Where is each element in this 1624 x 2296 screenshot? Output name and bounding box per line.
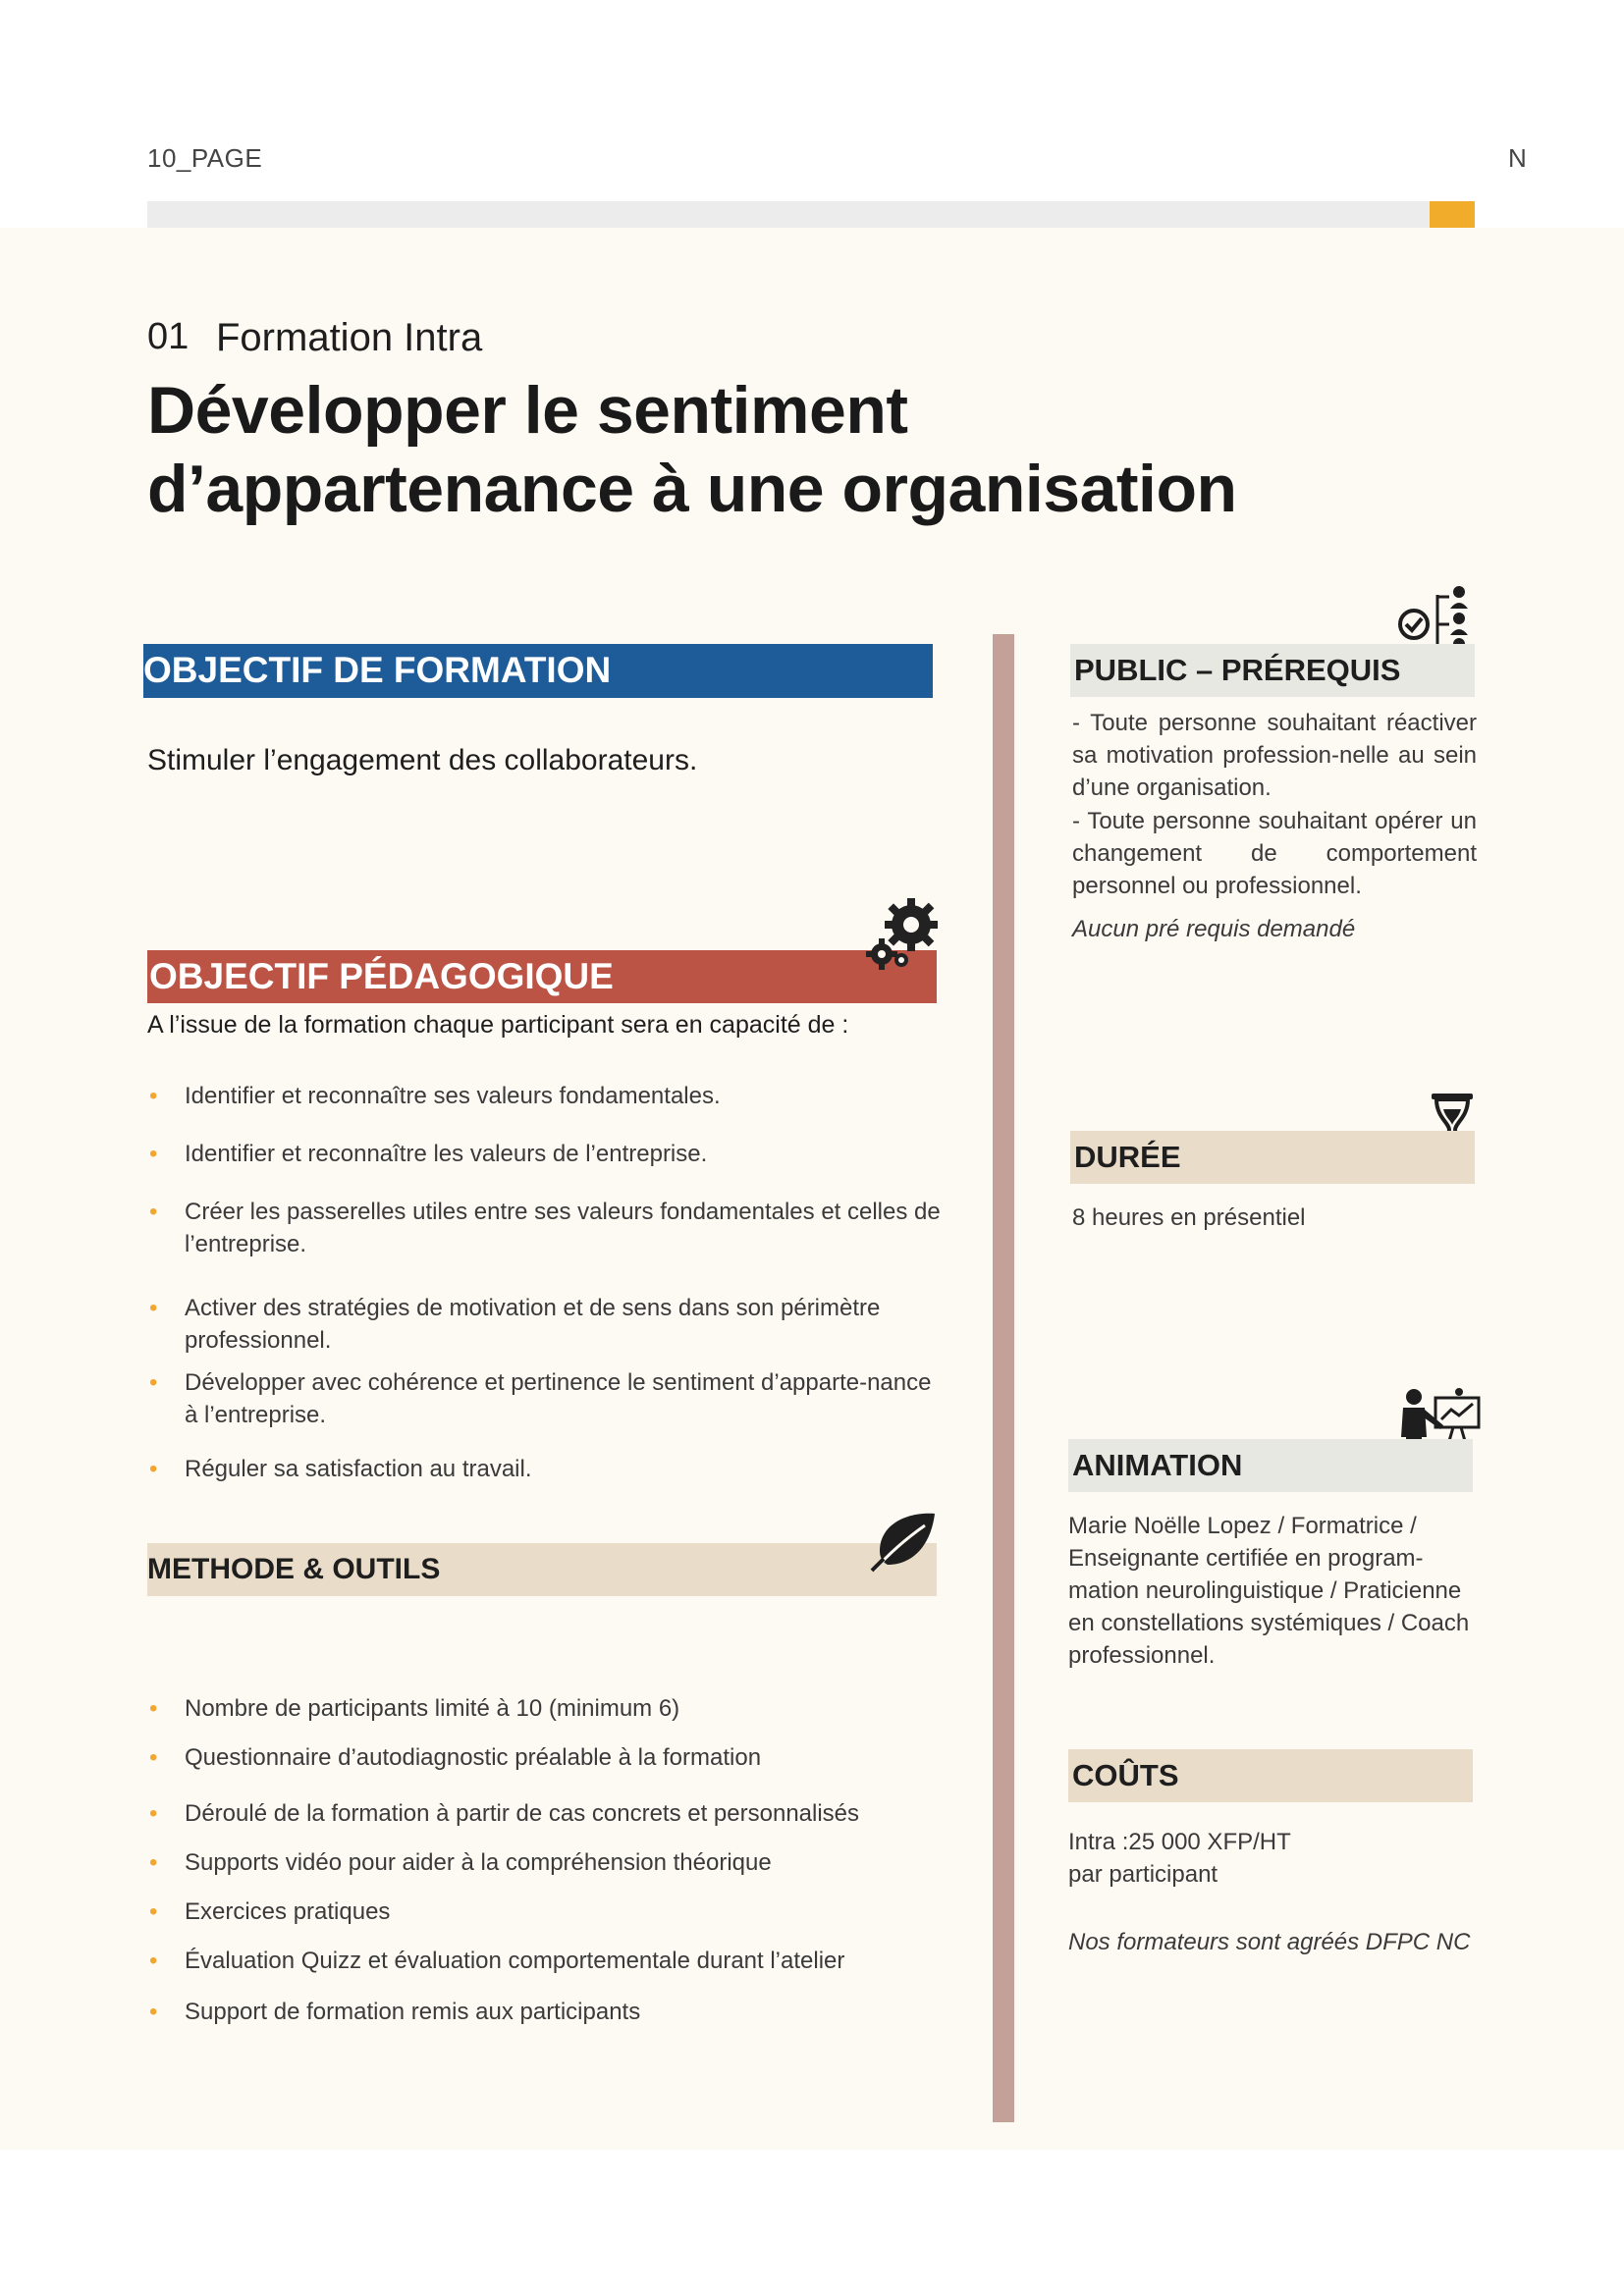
page-title	[147, 371, 1424, 528]
list-item: • Déroulé de la formation à partir de cas concrets et personnalisés	[147, 1797, 943, 1830]
public-text-1: - Toute personne souhaitant réactiver sa motivation profession-nelle au sein d’une organisation.	[1072, 710, 1477, 801]
list-item: • Développer avec cohérence et pertinence le sentiment d’apparte-nance à l’entreprise.	[147, 1366, 943, 1431]
list-item: • Réguler sa satisfaction au travail.	[147, 1453, 943, 1485]
objectif-pedagogique-list	[147, 1080, 943, 1485]
title-line-1: Développer le sentiment	[147, 373, 908, 448]
duree-text: 8 heures en présentiel	[1072, 1204, 1306, 1231]
title-line-2: d’appartenance à une organisation	[147, 452, 1237, 526]
public-note: Aucun pré requis demandé	[1072, 916, 1356, 942]
top-bar-accent	[1430, 201, 1475, 228]
top-bar	[147, 201, 1475, 228]
list-item: • Nombre de participants limité à 10 (minimum 6)	[147, 1692, 943, 1725]
duree-heading: DURÉE	[1070, 1131, 1475, 1184]
objectif-pedagogique-heading: OBJECTIF PÉDAGOGIQUE	[147, 950, 937, 1003]
objectif-formation-text: Stimuler l’engagement des collaborateurs.	[147, 744, 698, 776]
section-number: 01	[147, 316, 189, 357]
methode-list	[147, 1692, 943, 2028]
animation-heading: ANIMATION	[1068, 1439, 1473, 1492]
section-kicker: Formation Intra	[216, 316, 483, 359]
couts-line-2: par participant	[1068, 1861, 1218, 1888]
gears-icon	[866, 895, 941, 972]
list-item: • Identifier et reconnaître ses valeurs fondamentales.	[147, 1080, 943, 1112]
objectif-formation-heading: OBJECTIF DE FORMATION	[143, 644, 933, 698]
list-item: • Exercices pratiques	[147, 1896, 943, 1928]
list-item: • Supports vidéo pour aider à la compréhension théorique	[147, 1846, 943, 1879]
couts-heading: COÛTS	[1068, 1749, 1473, 1802]
list-item: • Support de formation remis aux participants	[147, 1996, 943, 2028]
public-heading: PUBLIC – PRÉREQUIS	[1070, 644, 1475, 697]
couts-note: Nos formateurs sont agréés DFPC NC	[1068, 1929, 1471, 1955]
public-text-2: - Toute personne souhaitant opérer un changement de comportement personnel ou professionnel.	[1072, 808, 1477, 899]
list-item: • Évaluation Quizz et évaluation comportementale durant l’atelier	[147, 1945, 943, 1977]
couts-line-1: Intra :25 000 XFP/HT	[1068, 1829, 1291, 1855]
list-item: • Identifier et reconnaître les valeurs de l’entreprise.	[147, 1138, 943, 1170]
leaf-icon	[870, 1510, 939, 1573]
list-item: • Créer les passerelles utiles entre ses valeurs fondamentales et celles de l’entreprise.	[147, 1196, 943, 1260]
page-label: 10_PAGE	[147, 143, 263, 173]
list-item: • Activer des stratégies de motivation et de sens dans son périmètre professionnel.	[147, 1292, 943, 1357]
page-corner-letter: N	[1508, 143, 1527, 173]
animation-text: Marie Noëlle Lopez / Formatrice / Enseignante certifiée en program-mation neurolinguistique / Praticienne en constellations systémiques / Coach professionnel.	[1068, 1513, 1470, 1669]
column-divider	[993, 634, 1014, 2122]
list-item: • Questionnaire d’autodiagnostic préalable à la formation	[147, 1741, 943, 1774]
methode-heading: METHODE & OUTILS	[147, 1543, 937, 1596]
objectif-pedagogique-intro: A l’issue de la formation chaque participant sera en capacité de :	[147, 1011, 849, 1039]
